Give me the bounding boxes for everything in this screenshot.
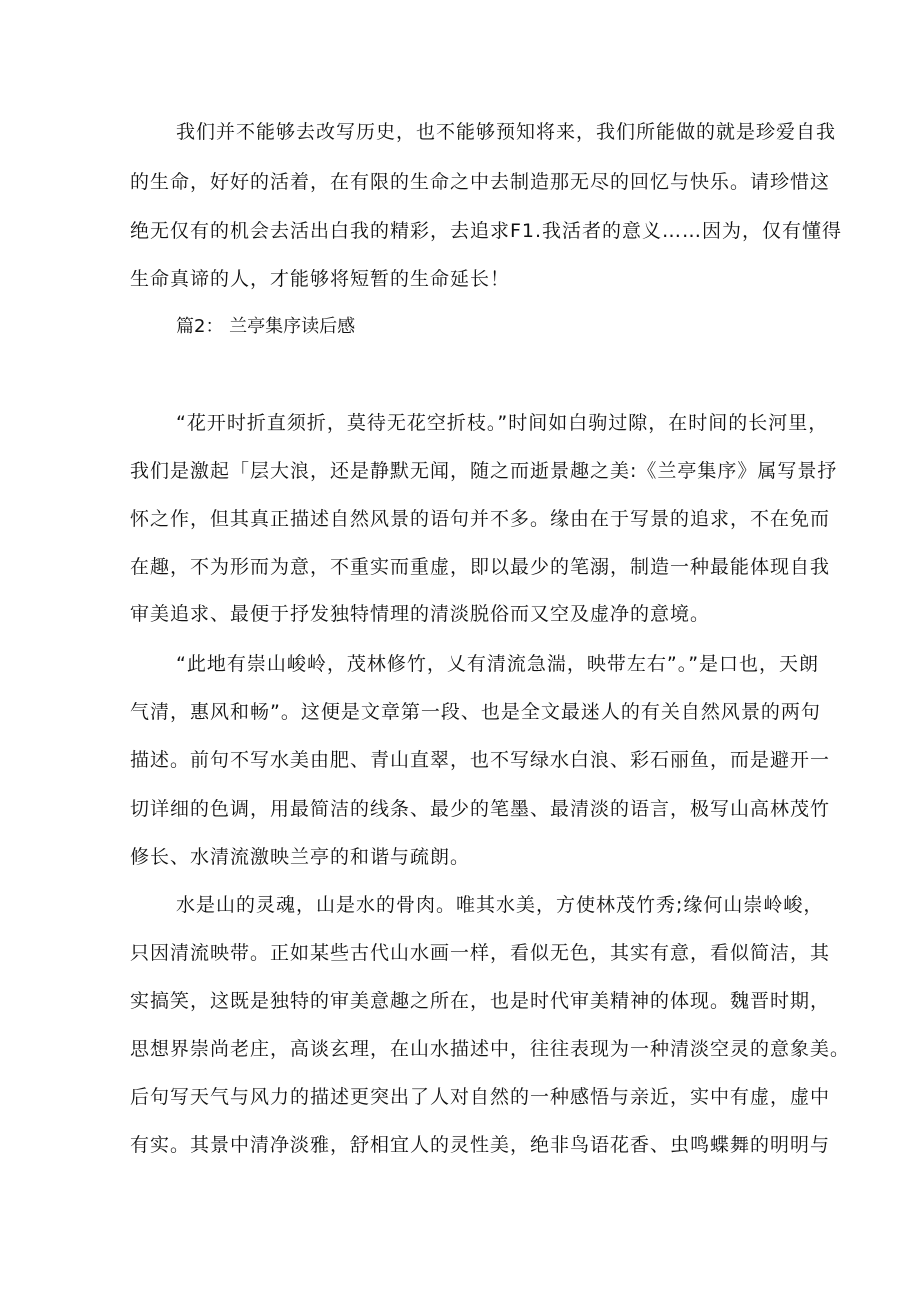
paragraph-2-line-4: 在趣，不为形而为意，不重实而重虚，即以最少的笔溺，制造一种最能体现自我 bbox=[130, 556, 831, 578]
paragraph-4-line-2: 只因清流映带。正如某些古代山水画一样，看似无色，其实有意，看似简洁，其 bbox=[130, 942, 831, 964]
paragraph-3-line-5: 修长、水清流激映兰亭的和谐与疏朗。 bbox=[130, 846, 471, 868]
paragraph-3-line-2: 气清，惠风和畅”。这便是文章第一段、也是全文最迷人的有关自然风景的两句 bbox=[130, 701, 821, 723]
paragraph-3-line-3: 描述。前句不写水美由肥、青山直翠，也不写绿水白浪、彩石丽鱼，而是避开一 bbox=[130, 749, 831, 771]
paragraph-2-line-2: 我们是激起「层大浪，还是静默无闻，随之而逝景趣之美:《兰亭集序》属写景抒 bbox=[130, 460, 838, 482]
paragraph-4-line-3: 实搞笑，这既是独特的审美意趣之所在，也是时代审美精神的体现。魏晋时期， bbox=[130, 990, 831, 1012]
paragraph-2-line-5: 审美追求、最便于抒发独特情理的清淡脱俗而又空及虚净的意境。 bbox=[130, 603, 711, 625]
paragraph-1-line-2: 的生命，好好的活着，在有限的生命之中去制造那无尽的回忆与快乐。请珍惜这 bbox=[130, 171, 831, 193]
paragraph-4-line-1: 水是山的灵魂，山是水的骨肉。唯其水美，方使林茂竹秀;缘何山崇岭峻， bbox=[176, 894, 824, 916]
paragraph-4-line-6: 有实。其景中清净淡雅，舒相宜人的灵性美，绝非鸟语花香、虫鸣蝶舞的明明与 bbox=[130, 1134, 831, 1156]
paragraph-1-line-4: 生命真谛的人，才能够将短暂的生命延长！ bbox=[130, 268, 511, 290]
paragraph-4-line-5: 后句写天气与风力的描述更突出了人对自然的一种感悟与亲近，实中有虚，虚中 bbox=[130, 1086, 831, 1108]
paragraph-1-line-3: 绝无仅有的机会去活出白我的精彩，去追求F1.我活者的意义……因为，仅有懂得 bbox=[130, 220, 843, 242]
paragraph-2-line-3: 怀之作，但其真正描述自然风景的语句并不多。缘由在于写景的追求，不在免而 bbox=[130, 508, 831, 530]
paragraph-1-line-1: 我们并不能够去改写历史，也不能够预知将来，我们所能做的就是珍爱自我 bbox=[176, 121, 837, 143]
paragraph-4-line-4: 思想界崇尚老庄，高谈玄理，在山水描述中，往往表现为一种清淡空灵的意象美。 bbox=[130, 1038, 851, 1060]
section-heading: 篇2： 兰亭集序读后感 bbox=[176, 316, 356, 337]
paragraph-2-line-1: “花开时折直须折，莫待无花空折枝。”时间如白驹过隙，在时间的长河里， bbox=[176, 412, 829, 434]
paragraph-3-line-4: 切详细的色调，用最简洁的线条、最少的笔墨、最清淡的语言，极写山高林茂竹 bbox=[130, 798, 831, 820]
paragraph-3-line-1: “此地有崇山峻岭，茂林修竹，乂有清流急湍，映带左右”。”是口也，天朗 bbox=[176, 653, 820, 675]
